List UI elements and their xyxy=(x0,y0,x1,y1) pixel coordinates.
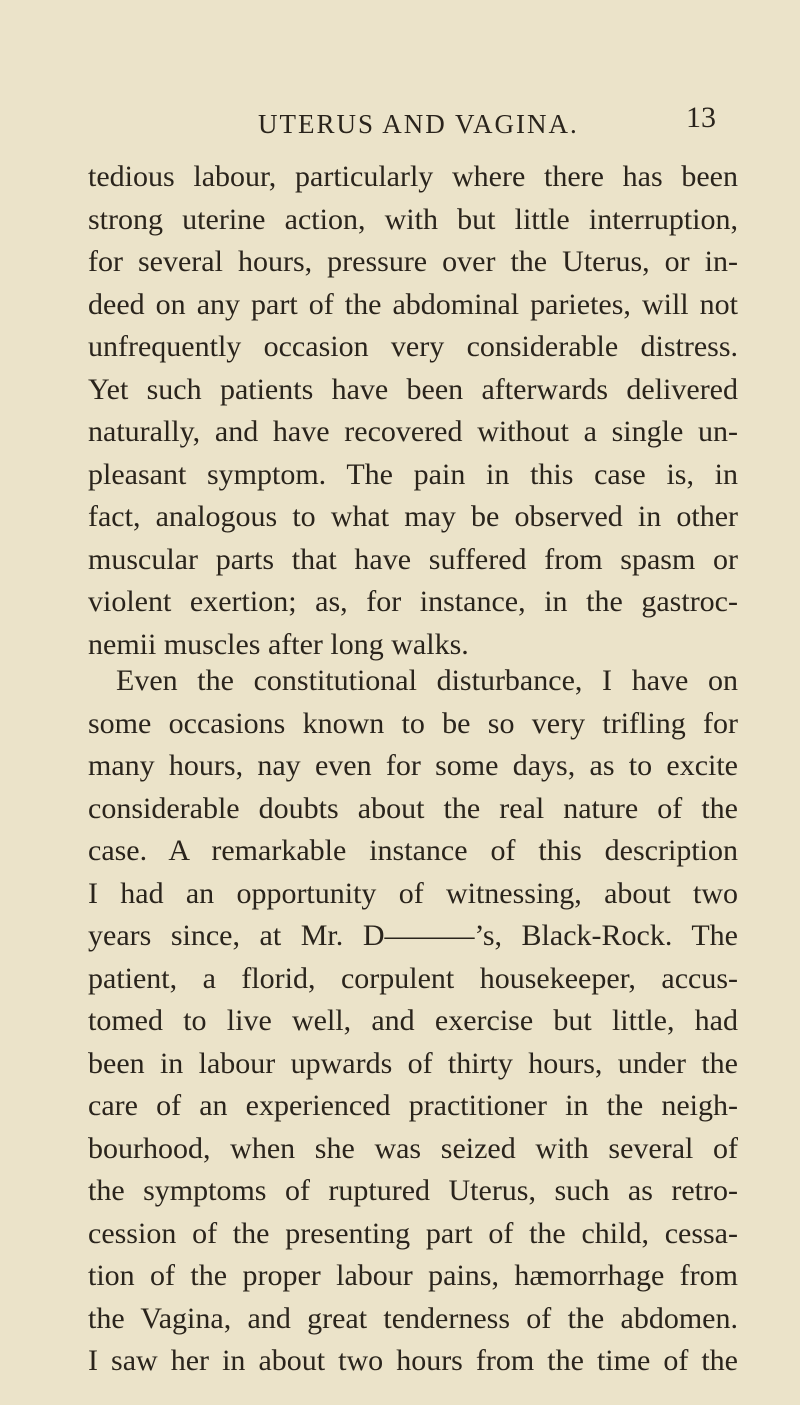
text-line: deed on any part of the abdominal parietes, will not xyxy=(88,287,738,321)
text-line: unfrequently occasion very considerable distress. xyxy=(88,330,738,363)
text-line: tedious labour, particularly where there has been xyxy=(88,160,738,193)
text-line: case. A remarkable instance of this description xyxy=(88,834,738,867)
text-line: the symptoms of ruptured Uterus, such as retro- xyxy=(88,1174,738,1207)
text-line: pleasant symptom. The pain in this case is, in xyxy=(88,457,738,491)
text-line: cession of the presenting part of the child, cessa- xyxy=(88,1216,738,1250)
text-line: fact, analogous to what may be observed in other xyxy=(88,500,738,533)
paragraph-2 xyxy=(88,660,738,1383)
page-number: 13 xyxy=(686,101,716,134)
text-line: Yet such patients have been afterwards delivered xyxy=(88,372,738,406)
running-header xyxy=(0,101,800,144)
text-line: violent exertion; as, for instance, in the gastroc- xyxy=(88,585,738,618)
text-line: for several hours, pressure over the Uterus, or in- xyxy=(88,245,738,278)
text-line: many hours, nay even for some days, as to excite xyxy=(88,749,738,782)
text-line: naturally, and have recovered without a single un- xyxy=(88,415,738,448)
text-line: strong uterine action, with but little interruption, xyxy=(88,202,738,236)
text-line: some occasions known to be so very trifling for xyxy=(88,706,738,740)
text-line: the Vagina, and great tenderness of the abdomen. xyxy=(88,1301,738,1335)
text-line: been in labour upwards of thirty hours, under the xyxy=(88,1046,738,1080)
text-line: I had an opportunity of witnessing, about two xyxy=(88,876,738,910)
text-line: considerable doubts about the real nature of the xyxy=(88,791,738,825)
text-line: nemii muscles after long walks. xyxy=(88,627,469,661)
running-title: UTERUS AND VAGINA. xyxy=(258,109,579,139)
text-line: tion of the proper labour pains, hæmorrhage from xyxy=(88,1259,738,1292)
text-line: tomed to live well, and exercise but little, had xyxy=(88,1004,738,1037)
text-line: bourhood, when she was seized with several of xyxy=(88,1131,738,1165)
text-line: care of an experienced practitioner in the neigh- xyxy=(88,1089,738,1122)
text-line: muscular parts that have suffered from spasm or xyxy=(88,542,738,576)
text-line: I saw her in about two hours from the time of the xyxy=(88,1344,738,1377)
paragraph-1 xyxy=(88,156,738,666)
text-line: years since, at Mr. D———’s, Black-Rock. The xyxy=(88,919,738,952)
text-line: patient, a florid, corpulent housekeeper, accus- xyxy=(88,961,738,995)
text-line: Even the constitutional disturbance, I have on xyxy=(116,664,738,697)
